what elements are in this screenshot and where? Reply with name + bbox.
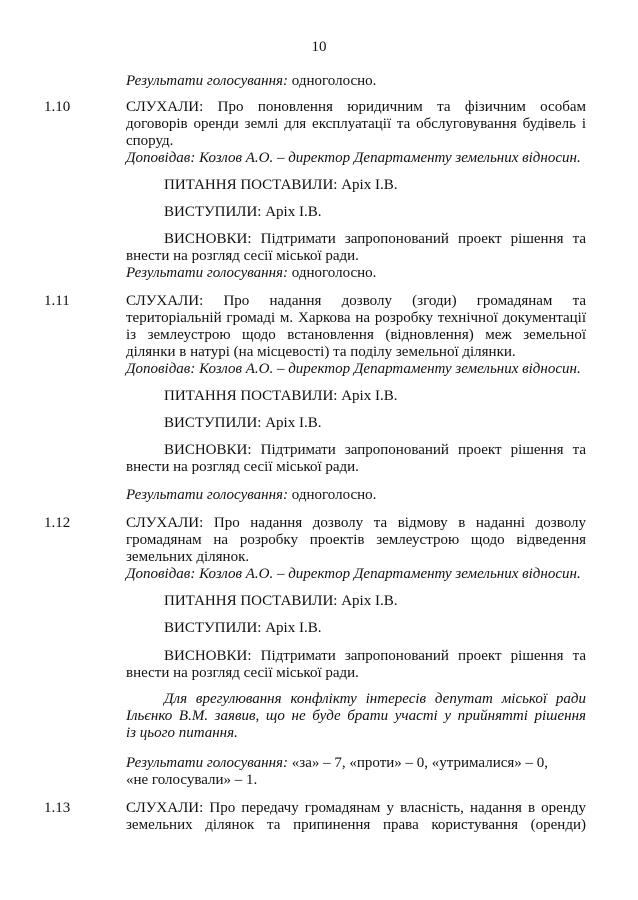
heard-text: Про надання дозволу та відмову в наданні дозволу (213, 515, 587, 531)
conflict-statement: Для врегулювання конфлікту інтересів депутат міської ради (164, 691, 586, 707)
speakers (164, 619, 321, 637)
vote-results (126, 72, 376, 90)
heard-text: Про передачу громадянам у власність, надання в оренду (209, 800, 586, 816)
conclusions (164, 230, 586, 248)
vote-results-value: одноголосно. (288, 487, 377, 503)
speakers-label: ВИСТУПИЛИ: (164, 204, 262, 220)
questions-value: Аріх І.В. (337, 388, 398, 404)
vote-results-value: «за» – 7, «проти» – 0, «утрималися» – 0, (288, 755, 549, 771)
speakers (164, 203, 321, 221)
vote-results-label: Результати голосування: (126, 73, 289, 89)
speakers-label: ВИСТУПИЛИ: (164, 620, 262, 636)
questions-value: Аріх І.В. (337, 177, 398, 193)
item-number: 1.10 (44, 99, 71, 115)
heard-line: договорів оренди землі для експлуатації та обслуговування будівель і (126, 116, 586, 132)
conclusions-line: внести на розгляд сесії міської ради. (126, 665, 359, 681)
speakers-value: Аріх І.В. (261, 415, 322, 431)
heard-text: Про надання дозволу (згоди) громадянам та (223, 293, 586, 309)
vote-results-label: Результати голосування: (126, 265, 289, 281)
heard-label: СЛУХАЛИ: (126, 515, 204, 531)
heard-line: земельних ділянок та припинення права користування (оренди) (126, 817, 586, 833)
heard-line: споруд. (126, 133, 174, 149)
conclusions-label: ВИСНОВКИ: (164, 648, 252, 664)
questions-raised (164, 176, 397, 194)
heard-line: громадянам на розробку проектів землеустрою щодо відведення (126, 532, 586, 548)
speakers-value: Аріх І.В. (261, 620, 322, 636)
speakers-label: ВИСТУПИЛИ: (164, 415, 262, 431)
questions-label: ПИТАННЯ ПОСТАВИЛИ: (164, 593, 338, 609)
heard-line (126, 799, 586, 817)
heard-text: Про поновлення юридичним та фізичним особам (217, 99, 586, 115)
questions-raised (164, 592, 397, 610)
heard-line (126, 514, 586, 532)
vote-results-label: Результати голосування: (126, 487, 289, 503)
speaker: Доповідав: Козлов А.О. – директор Департаменту земельних відносин. (126, 566, 581, 582)
conclusions-text: Підтримати запропонований проект рішення та (251, 648, 586, 664)
heard-line: земельних ділянок. (126, 549, 250, 565)
item-number: 1.11 (44, 293, 70, 309)
heard-line: ділянки в натурі (на місцевості) та поділу земельної ділянки. (126, 344, 516, 360)
vote-results-value: одноголосно. (288, 265, 377, 281)
questions-value: Аріх І.В. (337, 593, 398, 609)
heard-label: СЛУХАЛИ: (126, 800, 204, 816)
speaker: Доповідав: Козлов А.О. – директор Департаменту земельних відносин. (126, 361, 581, 377)
heard-line (126, 292, 586, 310)
speakers-value: Аріх І.В. (261, 204, 322, 220)
heard-line: територіальній громаді м. Харкова на розробку технічної документації (126, 310, 586, 326)
questions-label: ПИТАННЯ ПОСТАВИЛИ: (164, 177, 338, 193)
vote-results (126, 264, 376, 282)
vote-results (126, 754, 548, 772)
conclusions (164, 441, 586, 459)
conclusions-line: внести на розгляд сесії міської ради. (126, 459, 359, 475)
conclusions-label: ВИСНОВКИ: (164, 231, 252, 247)
conclusions-text: Підтримати запропонований проект рішення та (251, 231, 586, 247)
conclusions (164, 647, 586, 665)
conclusions-label: ВИСНОВКИ: (164, 442, 252, 458)
heard-label: СЛУХАЛИ: (126, 99, 204, 115)
page-number: 10 (311, 39, 327, 55)
conflict-statement-line: Ільєнко В.М. заявив, що не буде брати участі у прийнятті рішення (126, 708, 586, 724)
heard-line: із землеустрою щодо встановлення (відновлення) меж земельної (126, 327, 586, 343)
conclusions-line: внести на розгляд сесії міської ради. (126, 248, 359, 264)
item-number: 1.12 (44, 515, 71, 531)
item-number: 1.13 (44, 800, 71, 816)
vote-results (126, 486, 376, 504)
vote-results-line: «не голосували» – 1. (126, 772, 258, 788)
heard-line (126, 98, 586, 116)
speaker: Доповідав: Козлов А.О. – директор Департаменту земельних відносин. (126, 150, 581, 166)
questions-label: ПИТАННЯ ПОСТАВИЛИ: (164, 388, 338, 404)
heard-label: СЛУХАЛИ: (126, 293, 204, 309)
vote-results-value: одноголосно. (288, 73, 377, 89)
conclusions-text: Підтримати запропонований проект рішення та (251, 442, 586, 458)
speakers (164, 414, 321, 432)
conflict-statement-line: із цього питання. (126, 725, 238, 741)
vote-results-label: Результати голосування: (126, 755, 289, 771)
questions-raised (164, 387, 397, 405)
